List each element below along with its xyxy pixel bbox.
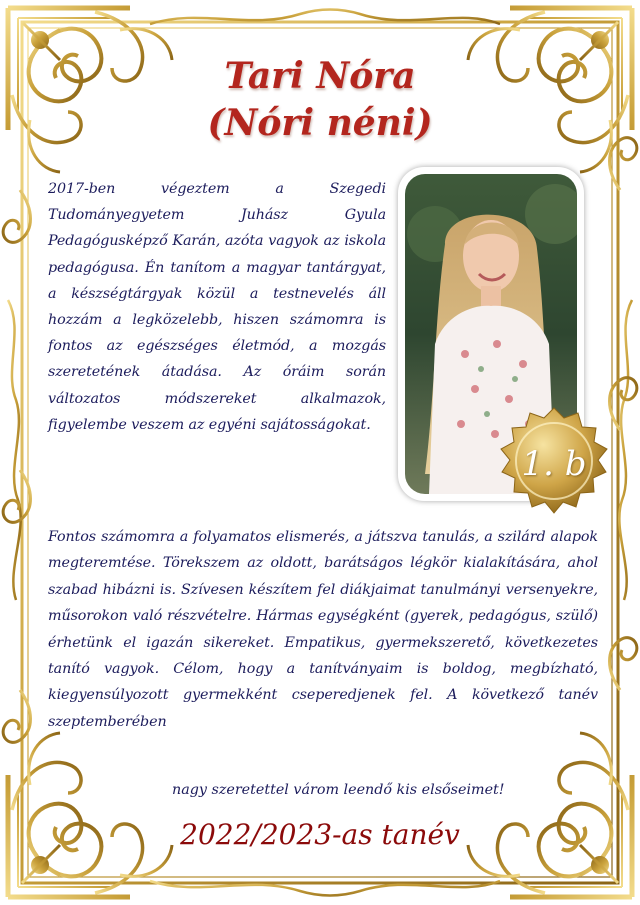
name-title: Tari Nóra [224,55,416,97]
intro-paragraph: 2017-ben végeztem a Szegedi Tudományegyetem Juhász Gyula Pedagógusképző Karán, azóta vagyok az iskola pedagógusa. Én tanítom a magyar tantárgyat, a készségtárgyak közül a testnevelés áll hozzám a legközelebb, hiszen számomra is fontos az egészséges életmód, a mozgás szeretetének átadása. Az óráim során változatos módszereket alkalmazok, figyelembe veszem az egyéni sajátosságokat. [48,181,386,433]
class-badge: 1. b [521,444,587,484]
closing-line: nagy szeretettel várom leendő kis elsőseimet! [172,782,505,798]
values-paragraph: Fontos számomra a folyamatos elismerés, a játszva tanulás, a szilárd alapok megteremtése. Törekszem az oldott, barátságos légkör kialakítására, ahol szabad hibázni is. Szívesen készítem fel diákjaimat tanulmányi versenyekre, műsorokon való részvételre. Hármas egységként (gyerek, pedagógus, szülő) érhetünk el igazán sikereket. Empatikus, gyermekszerető, következetes tanító vagyok. Célom, hogy a tanítványaim is boldog, megbízható, kiegyensúlyozott gyermekként cseperedjenek fel. A következő tanév szeptemberében [48,529,598,730]
nickname-title: (Nóri néni) [207,102,433,144]
school-year: 2022/2023-as tanév [180,818,460,851]
